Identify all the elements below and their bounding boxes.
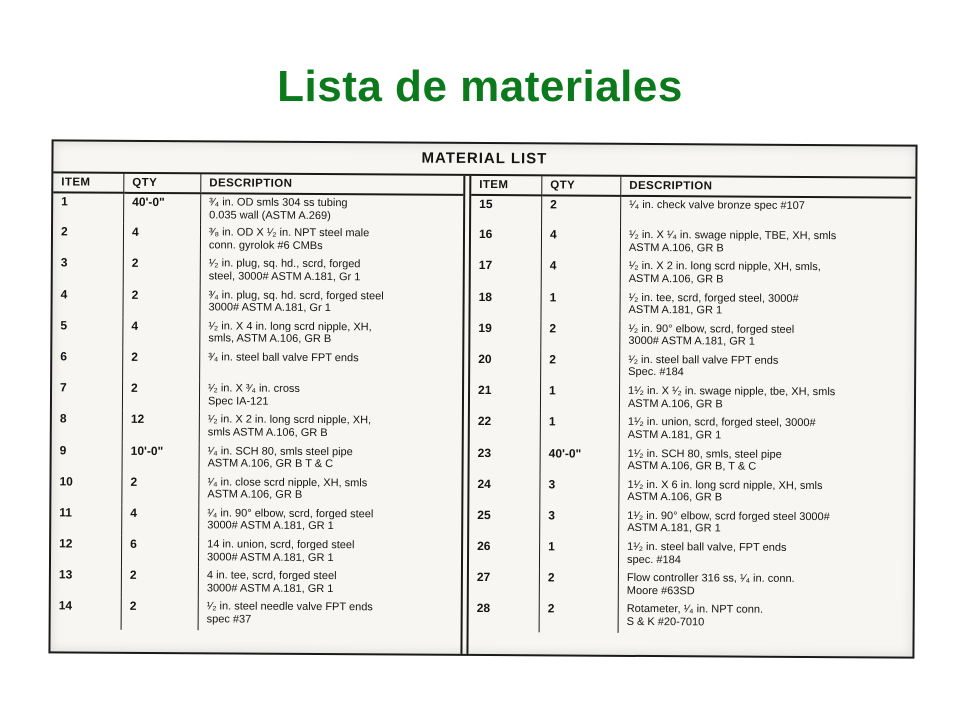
description-line: conn. gyrolok #6 CMBs xyxy=(208,239,323,252)
item-quantity: 2 xyxy=(121,567,198,599)
item-number: 28 xyxy=(469,600,540,632)
table-row xyxy=(53,255,463,289)
item-number: 10 xyxy=(51,473,122,505)
table-row xyxy=(52,442,462,476)
left-rows xyxy=(51,192,464,631)
description-line: ¹⁄₂ in. steel needle valve FPT ends xyxy=(206,600,373,614)
item-description xyxy=(620,352,911,385)
item-number: 14 xyxy=(51,598,122,630)
item-quantity: 2 xyxy=(121,598,198,630)
table-row xyxy=(51,598,461,632)
item-number: 17 xyxy=(471,257,542,289)
item-description xyxy=(620,321,911,354)
item-quantity: 6 xyxy=(121,536,198,568)
item-quantity: 40'-0" xyxy=(540,445,619,477)
item-number: 6 xyxy=(52,348,123,380)
description-line: Spec. #184 xyxy=(628,366,684,379)
item-description xyxy=(620,227,911,260)
description-line: ³⁄₄ in. OD smls 304 ss tubing xyxy=(209,196,348,210)
description-line: Flow controller 316 ss, ¹⁄₄ in. conn. xyxy=(626,572,795,586)
item-description xyxy=(200,349,463,382)
item-description xyxy=(621,196,912,229)
description-line: 1¹⁄₂ in. X ¹⁄₂ in. swage nipple, tbe, XH, smls xyxy=(628,385,836,399)
description-line: ¹⁄₂ in. X ¹⁄₄ in. swage nipple, TBE, XH, smls xyxy=(628,229,837,243)
item-quantity: 4 xyxy=(541,227,620,259)
table-row xyxy=(471,195,911,229)
item-number: 1 xyxy=(53,192,124,224)
description-line: ASTM A.106, GR B, T & C xyxy=(627,459,757,473)
material-table-left xyxy=(51,173,464,631)
item-quantity: 3 xyxy=(540,476,619,508)
material-list-left-half xyxy=(50,173,463,653)
item-number: 7 xyxy=(52,379,123,411)
table-row xyxy=(52,317,462,351)
item-description xyxy=(201,193,464,226)
table-row xyxy=(51,473,461,507)
description-line: spec. #184 xyxy=(626,553,681,566)
item-description xyxy=(199,412,462,445)
item-number: 11 xyxy=(51,504,122,536)
description-line: 1¹⁄₂ in. X 6 in. long scrd nipple, XH, smls xyxy=(627,478,823,492)
item-quantity: 3 xyxy=(540,507,619,539)
material-list-scan xyxy=(48,139,917,658)
item-quantity: 4 xyxy=(123,224,200,256)
item-description xyxy=(198,599,461,632)
right-rows xyxy=(469,195,912,634)
description-line: ASTM A.181, GR 1 xyxy=(627,428,722,442)
header-qty: QTY xyxy=(542,176,621,195)
description-line: ¹⁄₂ in. X 2 in. long scrd nipple, XH, xyxy=(207,413,372,427)
item-quantity: 2 xyxy=(122,473,199,505)
description-line: ¹⁄₄ in. close scrd nipple, XH, smls xyxy=(207,476,368,489)
header-item: ITEM xyxy=(53,173,124,192)
item-number: 18 xyxy=(470,288,541,320)
item-number: 9 xyxy=(52,442,123,474)
description-line: ¹⁄₄ in. SCH 80, smls steel pipe xyxy=(207,444,353,458)
item-description xyxy=(618,570,909,603)
table-row xyxy=(471,257,911,291)
item-number: 26 xyxy=(469,538,540,570)
table-row xyxy=(469,569,909,603)
description-line: ASTM A.106, GR B xyxy=(627,397,723,411)
table-row xyxy=(53,224,463,258)
description-line: Rotameter, ¹⁄₄ in. NPT conn. xyxy=(626,603,764,617)
description-line: ¹⁄₂ in. X 2 in. long scrd nipple, XH, smls, xyxy=(628,260,821,274)
item-quantity: 4 xyxy=(122,505,199,537)
description-line: ASTM A.181, GR 1 xyxy=(627,522,721,535)
table-row xyxy=(470,320,910,354)
table-row xyxy=(470,382,910,416)
description-line: 3000# ASTM A.181, GR 1 xyxy=(206,582,334,595)
item-number: 23 xyxy=(470,444,541,476)
item-description xyxy=(200,287,463,320)
item-description xyxy=(199,474,462,507)
header-qty: QTY xyxy=(124,174,201,193)
table-row xyxy=(469,600,909,634)
item-description xyxy=(200,224,463,257)
item-quantity: 12 xyxy=(122,411,199,443)
table-header-row xyxy=(53,173,463,195)
item-quantity: 2 xyxy=(123,286,200,318)
table-row xyxy=(471,226,911,260)
item-description xyxy=(619,445,910,478)
description-line: ¹⁄₄ in. 90° elbow, scrd, forged steel xyxy=(207,507,374,521)
item-number: 22 xyxy=(470,413,541,445)
item-number: 15 xyxy=(471,195,542,227)
item-number: 3 xyxy=(53,255,124,287)
item-description xyxy=(200,318,463,351)
description-line: ¹⁄₂ in. tee, scrd, forged steel, 3000# xyxy=(628,291,799,305)
material-table-right xyxy=(469,176,912,634)
item-description xyxy=(619,383,910,416)
description-line: ASTM A.181, GR 1 xyxy=(628,303,723,317)
item-number: 20 xyxy=(470,351,541,383)
description-line: Spec IA-121 xyxy=(207,394,269,408)
table-row xyxy=(53,192,463,226)
header-description: DESCRIPTION xyxy=(201,174,464,195)
description-line: S & K #20-7010 xyxy=(626,615,705,629)
item-description xyxy=(620,258,911,291)
item-quantity: 4 xyxy=(541,258,620,290)
header-description: DESCRIPTION xyxy=(621,177,912,198)
description-line: smls ASTM A.106, GR B xyxy=(207,426,328,439)
item-number: 4 xyxy=(52,286,123,318)
item-description xyxy=(620,289,911,322)
description-line: ¹⁄₂ in. X 4 in. long scrd nipple, XH, xyxy=(208,320,372,334)
item-description xyxy=(618,601,909,634)
item-quantity: 2 xyxy=(122,380,199,412)
item-quantity: 2 xyxy=(123,349,200,381)
description-line: 4 in. tee, scrd, forged steel xyxy=(206,569,337,583)
item-description xyxy=(619,508,910,541)
table-row xyxy=(470,288,910,322)
table-row xyxy=(470,413,910,447)
item-number: 16 xyxy=(471,226,542,258)
header-item: ITEM xyxy=(471,176,542,195)
item-description xyxy=(199,380,462,413)
item-description xyxy=(198,568,461,601)
description-line: 3000# ASTM A.181, GR 1 xyxy=(628,335,755,348)
item-quantity: 1 xyxy=(539,538,618,570)
item-description xyxy=(198,536,461,569)
item-quantity: 1 xyxy=(540,382,619,414)
item-number: 8 xyxy=(52,411,123,443)
material-list-right-half xyxy=(468,176,911,657)
description-line: 3000# ASTM A.181, GR 1 xyxy=(206,550,334,564)
description-line: smls, ASTM A.106, GR B xyxy=(208,332,332,346)
description-line: 1¹⁄₂ in. union, scrd, forged steel, 3000# xyxy=(627,416,816,430)
table-row xyxy=(51,567,461,601)
description-line: 0.035 wall (ASTM A.269) xyxy=(209,208,331,222)
description-line: 1¹⁄₂ in. SCH 80, smls, steel pipe xyxy=(627,447,782,461)
table-row xyxy=(51,504,461,538)
material-list-heading: MATERIAL LIST xyxy=(53,141,915,178)
table-row xyxy=(52,348,462,382)
description-line: ASTM A.106, GR B T & C xyxy=(207,457,334,471)
description-line: ³⁄₄ in. plug, sq. hd. scrd, forged steel xyxy=(208,288,384,302)
table-row xyxy=(469,538,909,572)
description-line: 3000# ASTM A.181, Gr 1 xyxy=(208,301,331,315)
description-line: steel, 3000# ASTM A.181, Gr 1 xyxy=(208,270,361,284)
item-number: 24 xyxy=(469,476,540,508)
item-number: 19 xyxy=(470,320,541,352)
item-quantity: 2 xyxy=(123,255,200,287)
description-line: spec #37 xyxy=(206,613,252,626)
description-line: ³⁄₄ in. steel ball valve FPT ends xyxy=(208,351,359,365)
table-row xyxy=(52,286,462,320)
table-row xyxy=(52,411,462,445)
item-quantity: 1 xyxy=(541,289,620,321)
description-line: ASTM A.106, GR B xyxy=(207,488,303,502)
description-line: 14 in. union, scrd, forged steel xyxy=(207,538,355,552)
item-number: 5 xyxy=(52,317,123,349)
table-row xyxy=(470,444,910,478)
item-description xyxy=(619,477,910,510)
description-line: ¹⁄₄ in. check valve bronze spec #107 xyxy=(629,198,805,212)
item-number: 2 xyxy=(53,224,124,256)
description-line: ASTM A.106, GR B xyxy=(627,491,723,504)
item-quantity: 2 xyxy=(539,601,618,633)
item-number: 12 xyxy=(51,535,122,567)
item-number: 27 xyxy=(469,569,540,601)
description-line: 1¹⁄₂ in. steel ball valve, FPT ends xyxy=(627,540,787,554)
table-row xyxy=(51,535,461,569)
description-line: ¹⁄₂ in. 90° elbow, scrd, forged steel xyxy=(628,322,795,336)
description-line: ¹⁄₂ in. plug, sq. hd., scrd, forged xyxy=(208,257,361,271)
item-quantity: 2 xyxy=(541,351,620,383)
item-description xyxy=(199,443,462,476)
table-row xyxy=(52,379,462,413)
description-line: ³⁄₈ in. OD X ¹⁄₂ in. NPT steel male xyxy=(208,226,370,240)
description-line: ASTM A.106, GR B xyxy=(628,272,724,286)
description-line: ¹⁄₂ in. steel ball valve FPT ends xyxy=(628,353,779,367)
item-quantity: 2 xyxy=(542,195,621,227)
item-description xyxy=(199,505,462,538)
item-quantity: 2 xyxy=(541,320,620,352)
item-number: 25 xyxy=(469,507,540,539)
item-quantity: 40'-0" xyxy=(124,193,201,225)
item-quantity: 10'-0" xyxy=(122,442,199,474)
description-line: ASTM A.106, GR B xyxy=(628,241,724,255)
item-number: 13 xyxy=(51,567,122,599)
item-quantity: 4 xyxy=(123,318,200,350)
item-description xyxy=(200,256,463,289)
description-line: ¹⁄₂ in. X ³⁄₄ in. cross xyxy=(208,382,301,396)
description-line: 3000# ASTM A.181, GR 1 xyxy=(207,519,334,533)
table-row xyxy=(470,351,910,385)
item-quantity: 1 xyxy=(540,414,619,446)
table-row xyxy=(469,507,909,541)
description-line: 1¹⁄₂ in. 90° elbow, scrd forged steel 3000# xyxy=(627,509,830,523)
item-number: 21 xyxy=(470,382,541,414)
table-row xyxy=(469,476,909,510)
item-description xyxy=(619,414,910,447)
description-line: Moore #63SD xyxy=(626,584,695,598)
item-description xyxy=(618,539,909,572)
item-quantity: 2 xyxy=(539,570,618,602)
slide-title: Lista de materiales xyxy=(277,62,683,111)
